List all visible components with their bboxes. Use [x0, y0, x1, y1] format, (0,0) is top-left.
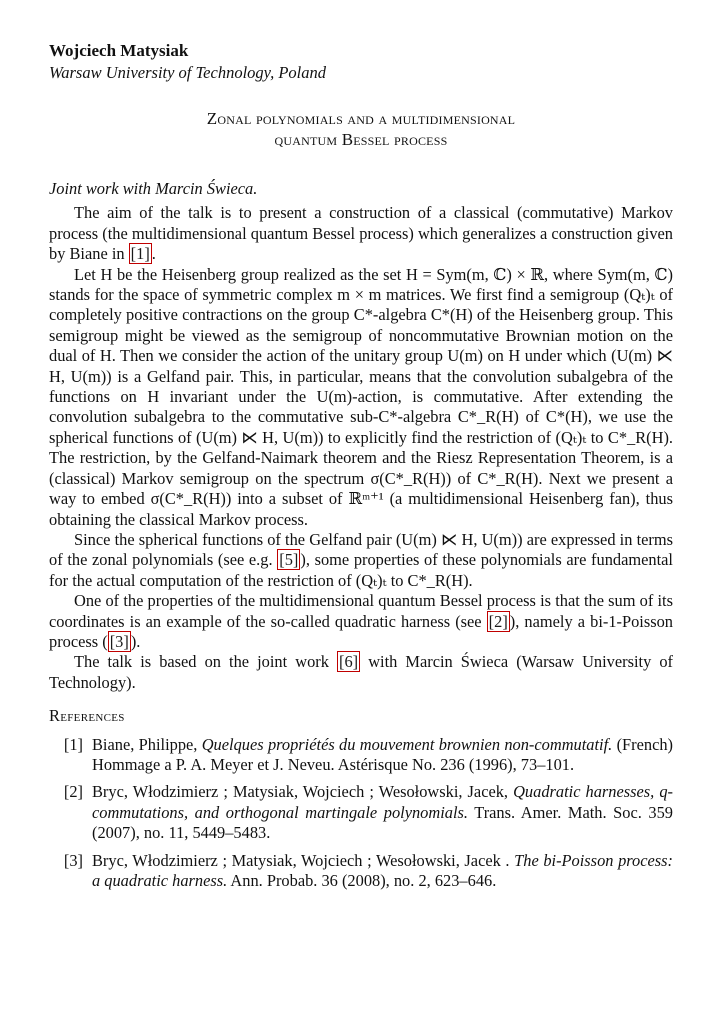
joint-work-note: Joint work with Marcin Świeca. [49, 179, 258, 198]
paragraph-3 [49, 530, 673, 591]
citation-link-1[interactable]: [1] [130, 244, 150, 264]
reference-title: Quelques propriétés du mouvement brownien non-commutatif. [201, 734, 613, 754]
paragraph-4-text-b: ), namely a bi-1-Poisson process ( [49, 611, 673, 651]
paragraph-4 [49, 591, 673, 652]
citation-link-6[interactable]: [6] [339, 652, 359, 672]
paragraph-5-text-b: with Marcin Świeca (Warsaw University of Technology). [49, 652, 674, 692]
reference-item-2 [49, 782, 673, 843]
reference-authors: Bryc, Włodzimierz ; Matysiak, Wojciech ; Wesołowski, Jacek, [92, 782, 514, 802]
paragraph-4-text-a: One of the properties of the multidimensional quantum Bessel process is that the sum of its coordinates is an example of the so-called quadratic harness (see [49, 591, 673, 631]
paragraph-1-text-a: The aim of the talk is to present a construction of a classical (commutative) Markov process (the multidimensional quantum Bessel process) which generalizes a construction given by Biane in [49, 203, 673, 264]
paper-page [49, 40, 673, 898]
reference-details: (French) Hommage a P. A. Meyer et J. Neveu. Astérisque No. 236 (1996), 73–101. [92, 734, 674, 774]
citation-link-3[interactable]: [3] [109, 631, 129, 651]
title-line-1: Zonal polynomials and a multidimensional [206, 109, 516, 128]
reference-body [92, 782, 673, 843]
reference-body [92, 735, 673, 776]
paragraph-4-text-c: ). [130, 631, 141, 651]
reference-item-1 [49, 735, 673, 776]
reference-item-3 [49, 851, 673, 892]
author-name: Wojciech Matysiak [49, 41, 189, 60]
paragraph-3-text-a: Since the spherical functions of the Gelfand pair (U(m) ⋉ H, U(m)) are expressed in terms of the zonal polynomials (see e.g. [49, 529, 673, 570]
paragraph-1 [49, 203, 673, 264]
references-heading: References [49, 706, 125, 726]
reference-body [92, 851, 673, 892]
reference-number: [1] [63, 734, 83, 754]
author-affiliation: Warsaw University of Technology, Poland [49, 63, 326, 82]
reference-title: The bi-Poisson process: a quadratic harness. [92, 850, 673, 890]
reference-authors: Biane, Philippe, [92, 734, 202, 754]
paragraph-5 [49, 652, 673, 693]
paragraph-1-text-b: . [151, 244, 156, 264]
reference-details: Trans. Amer. Math. Soc. 359 (2007), no. 11, 5449–5483. [92, 802, 673, 843]
reference-number: [2] [63, 782, 83, 802]
reference-details: Ann. Probab. 36 (2008), no. 2, 623–646. [227, 871, 497, 890]
reference-number: [3] [63, 850, 83, 870]
paper-title [49, 108, 673, 150]
title-line-2: quantum Bessel process [274, 130, 448, 149]
citation-link-2[interactable]: [2] [488, 611, 508, 631]
reference-authors: Bryc, Włodzimierz ; Matysiak, Wojciech ; Wesołowski, Jacek . [92, 850, 515, 870]
paragraph-2: Let H be the Heisenberg group realized as the set H = Sym(m, ℂ) × ℝ, where Sym(m, ℂ) stands for the space of symmetric complex m × m matrices. We first find a semigroup (Qₜ)ₜ of completely positive contractions on the group C*-algebra C*(H) of the Heisenberg group. This semigroup might be viewed as the semigroup of noncommutative Brownian motion on the dual of H. Then we consider the action of the unitary group U(m) on H under which (U(m) ⋉ H, U(m)) is a Gelfand pair. This, in particular, means that the convolution subalgebra of the functions on H invariant under the U(m)-action, is commutative. After extending the convolution subalgebra to the commutative sub-C*-algebra C*_R(H) of C*(H), we use the spherical functions of (U(m) ⋉ H, U(m)) to explicitly find the restriction of (Qₜ)ₜ to C*_R(H). The restriction, by the Gelfand-Naimark theorem and the Riesz Representation Theorem, is a (classical) Markov semigroup on the spectrum σ(C*_R(H)) of C*_R(H). Next we present a way to embed σ(C*_R(H)) into a subset of ℝᵐ⁺¹ (a multidimensional Heisenberg fan), thus obtaining the classical Markov process. [49, 264, 673, 529]
reference-title: Quadratic harnesses, q-commutations, and orthogonal martingale polynomials. [92, 782, 673, 822]
paragraph-3-text-b: ), some properties of these polynomials are fundamental for the actual computation of the restriction of (Qₜ)ₜ to C*_R(H). [49, 550, 673, 590]
paragraph-5-text-a: The talk is based on the joint work [74, 652, 337, 672]
citation-link-5[interactable]: [5] [279, 550, 299, 570]
